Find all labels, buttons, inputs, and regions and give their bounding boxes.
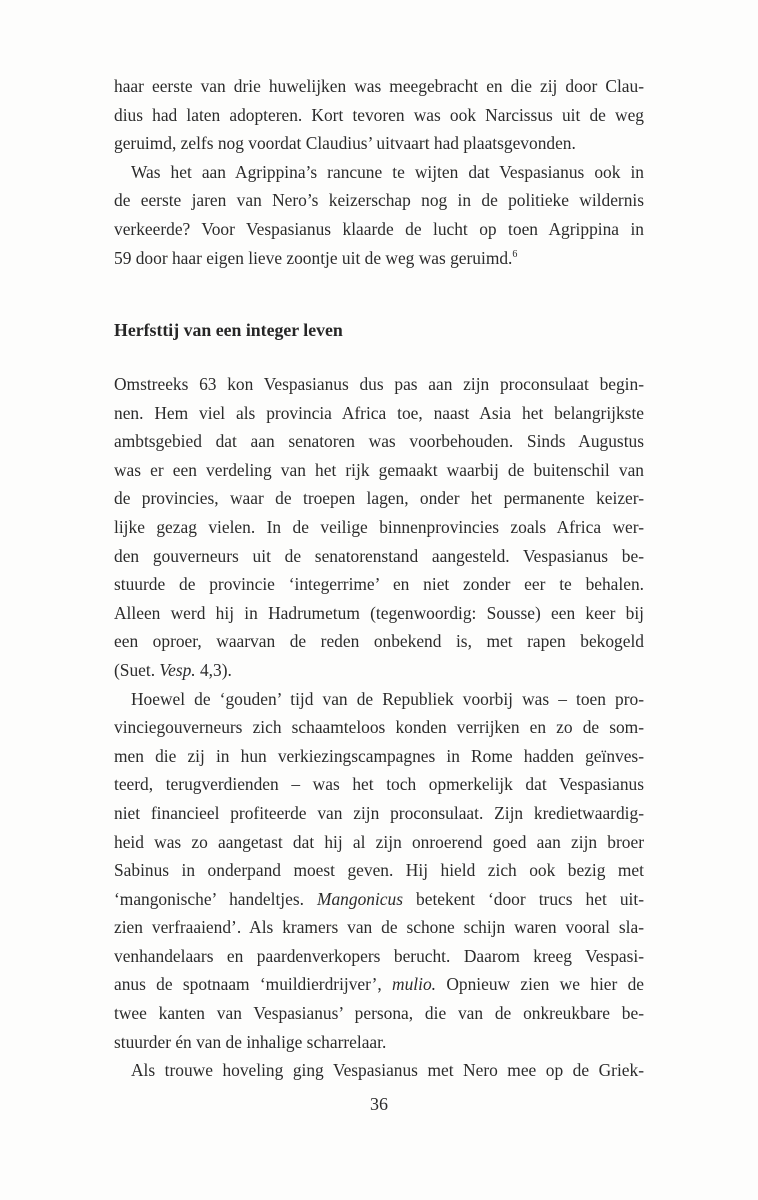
section-heading: Herfsttij van een integer leven — [114, 320, 343, 340]
text-line: niet financieel profiteerde van zijn proconsulaat. Zijn kredietwaardig- — [114, 802, 644, 823]
text-line: men die zij in hun verkiezingscampagnes in Rome hadden geïnves- — [114, 745, 644, 766]
text-line-with-italic — [114, 970, 644, 999]
text-line: zien verfraaiend’. Als kramers van de schone schijn waren vooral sla- — [114, 917, 644, 938]
citation-prefix: (Suet. — [114, 659, 160, 680]
text-line: stuurder én van de inhalige scharrelaar. — [114, 1031, 387, 1052]
text-line-with-footnote — [114, 244, 644, 273]
text-line: was er een verdeling van het rijk gemaakt waarbij de buitenschil van — [114, 459, 644, 480]
top-text-section — [114, 72, 644, 272]
text-line: geruimd, zelfs nog voordat Claudius’ uitvaart had plaatsgevonden. — [114, 133, 576, 154]
text-line: teerd, terugverdienden – was het toch opmerkelijk dat Vespasianus — [114, 774, 644, 795]
text-line: verkeerde? Voor Vespasianus klaarde de lucht op toen Agrippina in — [114, 218, 644, 239]
line-segment: ‘mangonische’ handeltjes. — [114, 888, 317, 909]
text-line: Als trouwe hoveling ging Vespasianus met Nero mee op de Griek- — [131, 1060, 644, 1081]
line-segment: anus de spotnaam ‘muildierdrijver’, — [114, 974, 393, 995]
text-line: ambtsgebied dat aan senatoren was voorbehouden. Sinds Augustus — [114, 431, 644, 452]
line-segment: betekent ‘door trucs het uit- — [402, 888, 644, 909]
text-line-citation — [114, 656, 644, 685]
text-line: een oproer, waarvan de reden onbekend is, met rapen bekogeld — [114, 631, 644, 652]
text-line: lijke gezag vielen. In de veilige binnenprovincies zoals Africa wer- — [114, 516, 644, 537]
citation-suffix: 4,3). — [195, 659, 232, 680]
line-segment: Opnieuw zien we hier de — [436, 974, 644, 995]
page-number: 36 — [370, 1094, 388, 1114]
text-line: de provincies, waar de troepen lagen, onder het permanente keizer- — [114, 488, 644, 509]
text-line: vinciegouverneurs zich schaamteloos konden verrijken en zo de som- — [114, 717, 644, 738]
text-line-content: 59 door haar eigen lieve zoontje uit de weg was geruimd. — [114, 247, 513, 268]
text-line: nen. Hem viel als provincia Africa toe, naast Asia het belangrijkste — [114, 402, 644, 423]
footnote-marker[interactable]: 6 — [512, 248, 518, 260]
text-line: heid was zo aangetast dat hij al zijn onroerend goed aan zijn broer — [114, 831, 644, 852]
italic-term: mulio. — [392, 974, 437, 995]
text-line: twee kanten van Vespasianus’ persona, die van de onkreukbare be- — [114, 1003, 644, 1024]
text-line: dius had laten adopteren. Kort tevoren was ook Narcissus uit de weg — [114, 104, 644, 125]
text-line: Hoewel de ‘gouden’ tijd van de Republiek voorbij was – toen pro- — [131, 688, 644, 709]
text-line: den gouverneurs uit de senatorenstand aangesteld. Vespasianus be- — [114, 545, 644, 566]
text-line: venhandelaars en paardenverkopers berucht. Daarom kreeg Vespasi- — [114, 945, 644, 966]
text-line: Alleen werd hij in Hadrumetum (tegenwoordig: Sousse) een keer bij — [114, 602, 644, 623]
italic-term: Mangonicus — [317, 888, 403, 909]
main-text-section — [114, 370, 644, 1085]
text-line: Omstreeks 63 kon Vespasianus dus pas aan zijn proconsulaat begin- — [114, 374, 644, 394]
text-line: Was het aan Agrippina’s rancune te wijten dat Vespasianus ook in — [131, 161, 644, 182]
text-line: haar eerste van drie huwelijken was meegebracht en die zij door Clau- — [114, 76, 644, 96]
text-line: de eerste jaren van Nero’s keizerschap nog in de politieke wildernis — [114, 190, 644, 211]
text-line-with-italic — [114, 885, 644, 914]
citation-work-title: Vesp. — [159, 659, 196, 680]
text-line: Sabinus in onderpand moest geven. Hij hield zich ook bezig met — [114, 860, 644, 881]
text-line: stuurde de provincie ‘integerrime’ en niet zonder eer te behalen. — [114, 574, 644, 595]
